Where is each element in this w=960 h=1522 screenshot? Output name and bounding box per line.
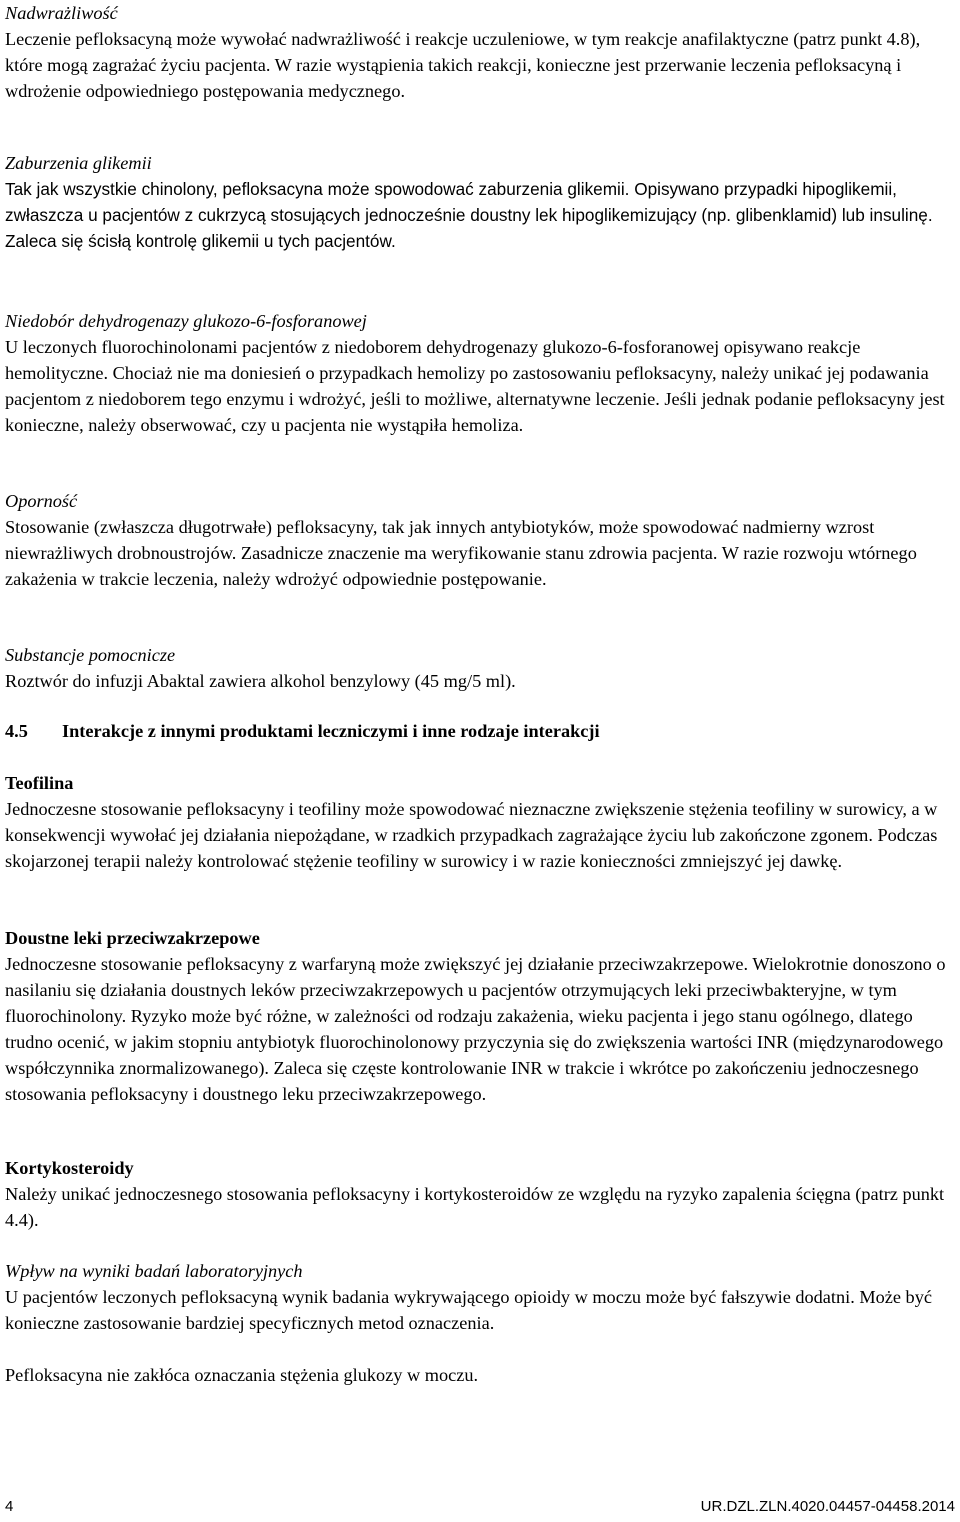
resistance-section xyxy=(5,488,950,592)
hypersensitivity-section xyxy=(5,0,950,104)
paragraph: Tak jak wszystkie chinolony, pefloksacyna może spowodować zaburzenia glikemii. Opisywano przypadki hipoglikemii, zwłaszcza u pacjentów z cukrzycą stosujących jednocześnie doustny lek hipoglikemizujący (np. glibenklamid) lub insulinę. Zaleca się ścisłą kontrolę glikemii u tych pacjentów. xyxy=(5,179,933,251)
glycemia-section xyxy=(5,150,940,254)
g6pd-section xyxy=(5,308,950,438)
section-heading: Zaburzenia glikemii xyxy=(5,153,152,173)
section-4-5-heading xyxy=(5,718,950,744)
paragraph: Jednoczesne stosowanie pefloksacyny z warfaryną może zwiększyć jej działanie przeciwzakrzepowe. Wielokrotnie donoszono o nasilaniu się działania doustnych leków przeciwzakrzepowych u pacjentów otrzymujących leki przeciwbakteryjne, w tym fluorochinolony. Ryzyko może być różne, w zależności od rodzaju zakażenia, wieku pacjenta i jego stanu ogólnego, dlatego trudno ocenić, w jakim stopniu antybiotyk fluorochinolonowy przyczynia się do zwiększenia wartości INR (międzynarodowego współczynnika znormalizowanego). Zaleca się częste kontrolowanie INR w trakcie i wkrótce po zakończeniu jednoczesnego stosowania pefloksacyny i doustnego leku przeciwzakrzepowego. xyxy=(5,954,946,1104)
theophylline-section xyxy=(5,770,950,874)
corticosteroids-section xyxy=(5,1155,950,1233)
subsection-heading: Teofilina xyxy=(5,773,74,793)
paragraph: Stosowanie (zwłaszcza długotrwałe) pefloksacyny, tak jak innych antybiotyków, może spowodować nadmierny wzrost niewrażliwych drobnoustrojów. Zasadnicze znaczenie ma weryfikowanie stanu zdrowia pacjenta. W razie rozwoju wtórnego zakażenia w trakcie leczenia, należy wdrożyć odpowiednie postępowanie. xyxy=(5,517,917,589)
section-number: 4.5 xyxy=(5,721,28,741)
section-heading: Substancje pomocnicze xyxy=(5,645,176,665)
paragraph: U leczonych fluorochinolonami pacjentów z niedoborem dehydrogenazy glukozo-6-fosforanowej opisywano reakcje hemolityczne. Chociaż nie ma doniesień o przypadkach hemolizy po zastosowaniu pefloksacyny, należy unikać jej podawania pacjentom z niedoborem tego enzymu i wdrożyć, jeśli to możliwe, alternatywne leczenie. Jeśli jednak podanie pefloksacyny jest konieczne, należy obserwować, czy u pacjenta nie wystąpiła hemoliza. xyxy=(5,337,945,435)
section-title: Interakcje z innymi produktami leczniczymi i inne rodzaje interakcji xyxy=(62,721,600,741)
section-heading: Niedobór dehydrogenazy glukozo-6-fosforanowej xyxy=(5,311,367,331)
lab-tests-section xyxy=(5,1258,950,1336)
paragraph: Jednoczesne stosowanie pefloksacyny i teofiliny może spowodować nieznaczne zwiększenie stężenia teofiliny w surowicy, a w konsekwencji wywołać jej działania niepożądane, w rzadkich przypadkach zagrażające życiu lub zakończone zgonem. Podczas skojarzonej terapii należy kontrolować stężenie teofiliny w surowicy i w razie konieczności zmniejszyć jej dawkę. xyxy=(5,799,938,871)
subsection-heading: Kortykosteroidy xyxy=(5,1158,134,1178)
paragraph: Należy unikać jednoczesnego stosowania pefloksacyny i kortykosteroidów ze względu na ryzyko zapalenia ścięgna (patrz punkt 4.4). xyxy=(5,1184,945,1230)
paragraph-note: Pefloksacyna nie zakłóca oznaczania stężenia glukozy w moczu. xyxy=(5,1365,479,1385)
paragraph: Leczenie pefloksacyną może wywołać nadwrażliwość i reakcje uczuleniowe, w tym reakcje anafilaktyczne (patrz punkt 4.8), które mogą zagrażać życiu pacjenta. W razie wystąpienia takich reakcji, konieczne jest przerwanie leczenia pefloksacyną i wdrożenie odpowiedniego postępowania medycznego. xyxy=(5,29,921,101)
excipients-section xyxy=(5,642,950,694)
anticoagulants-section xyxy=(5,925,950,1107)
subsection-heading: Doustne leki przeciwzakrzepowe xyxy=(5,928,260,948)
paragraph: U pacjentów leczonych pefloksacyną wynik badania wykrywającego opioidy w moczu może być fałszywie dodatni. Może być konieczne zastosowanie bardziej specyficznych metod oznaczenia. xyxy=(5,1287,932,1333)
page-number: 4 xyxy=(5,1498,14,1515)
section-heading: Wpływ na wyniki badań laboratoryjnych xyxy=(5,1261,303,1281)
section-heading: Oporność xyxy=(5,491,78,511)
document-code: UR.DZL.ZLN.4020.04457-04458.2014 xyxy=(700,1498,955,1515)
paragraph: Roztwór do infuzji Abaktal zawiera alkohol benzylowy (45 mg/5 ml). xyxy=(5,671,516,691)
section-heading: Nadwrażliwość xyxy=(5,3,118,23)
